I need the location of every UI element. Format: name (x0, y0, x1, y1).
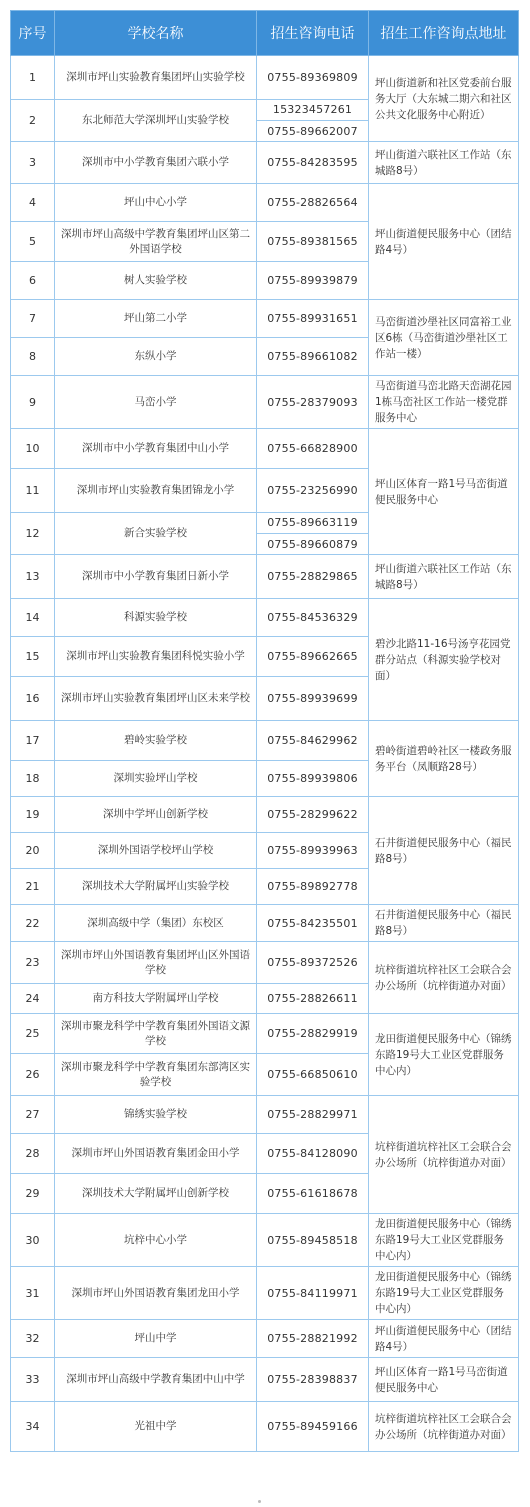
address-cell: 坪山街道六联社区工作站（东城路8号） (369, 142, 519, 184)
contact-table (10, 10, 519, 1452)
row-num: 1 (11, 56, 55, 100)
school-name: 深圳市坪山外国语教育集团金田小学 (55, 1134, 257, 1174)
row-num: 29 (11, 1174, 55, 1214)
table-row (11, 429, 519, 469)
phone-number: 0755-89939806 (267, 772, 358, 785)
school-name: 深圳市坪山高级中学教育集团坪山区第二外国语学校 (55, 222, 257, 262)
row-num: 2 (11, 100, 55, 142)
school-name: 深圳市中小学教育集团日新小学 (55, 555, 257, 599)
row-num: 21 (11, 869, 55, 905)
phone-cell (257, 942, 369, 984)
phone-cell (257, 262, 369, 300)
school-name: 深圳市聚龙科学中学教育集团外国语文源学校 (55, 1014, 257, 1054)
school-name: 深圳实验坪山学校 (55, 761, 257, 797)
row-num: 12 (11, 513, 55, 555)
row-num: 6 (11, 262, 55, 300)
table-row (11, 142, 519, 184)
phone-number: 0755-89662665 (267, 650, 358, 663)
table-row (11, 1214, 519, 1267)
table-row (11, 555, 519, 599)
bottom-dot (258, 1500, 261, 1503)
row-num: 24 (11, 984, 55, 1014)
phone-number: 0755-89939879 (267, 274, 358, 287)
row-num: 31 (11, 1267, 55, 1320)
phone-cell (257, 1267, 369, 1320)
table-row (11, 721, 519, 761)
table-row (11, 1358, 519, 1402)
row-num: 20 (11, 833, 55, 869)
phone-number: 0755-28299622 (267, 808, 358, 821)
phone-cell (257, 338, 369, 376)
table-body (11, 56, 519, 1452)
phone-number: 0755-89939963 (267, 844, 358, 857)
phone-cell (257, 797, 369, 833)
row-num: 28 (11, 1134, 55, 1174)
school-name: 深圳市中小学教育集团中山小学 (55, 429, 257, 469)
school-name: 深圳高级中学（集团）东校区 (55, 905, 257, 942)
phone-number: 0755-28829919 (267, 1027, 358, 1040)
phone-cell (257, 100, 369, 142)
table-row (11, 942, 519, 984)
school-name: 坪山中学 (55, 1320, 257, 1358)
phone-number: 0755-89661082 (267, 350, 358, 363)
phone-number: 0755-89662007 (257, 120, 368, 139)
table-row (11, 1267, 519, 1320)
address-cell: 碧岭街道碧岭社区一楼政务服务平台（凤顺路28号） (369, 721, 519, 797)
address-cell: 坪山街道便民服务中心（团结路4号） (369, 1320, 519, 1358)
address-cell: 石井街道便民服务中心（福民路8号） (369, 797, 519, 905)
address-cell: 石井街道便民服务中心（福民路8号） (369, 905, 519, 942)
row-num: 32 (11, 1320, 55, 1358)
school-name: 树人实验学校 (55, 262, 257, 300)
school-name: 深圳中学坪山创新学校 (55, 797, 257, 833)
school-name: 深圳市聚龙科学中学教育集团东部湾区实验学校 (55, 1054, 257, 1096)
school-name: 深圳市坪山实验教育集团科悦实验小学 (55, 637, 257, 677)
phone-cell (257, 1214, 369, 1267)
phone-cell (257, 869, 369, 905)
header-school: 学校名称 (55, 11, 257, 56)
school-name: 东北师范大学深圳坪山实验学校 (55, 100, 257, 142)
school-name: 坪山第二小学 (55, 300, 257, 338)
school-name: 深圳技术大学附属坪山实验学校 (55, 869, 257, 905)
address-cell: 碧沙北路11-16号汤亨花园党群分站点（科源实验学校对面） (369, 599, 519, 721)
table-row (11, 1320, 519, 1358)
address-cell: 坪山区体育一路1号马峦街道便民服务中心 (369, 1358, 519, 1402)
phone-cell (257, 1014, 369, 1054)
phone-cell (257, 1054, 369, 1096)
address-cell: 坑梓街道坑梓社区工会联合会办公场所（坑梓街道办对面） (369, 942, 519, 1014)
phone-cell (257, 1358, 369, 1402)
table-row (11, 797, 519, 833)
phone-cell (257, 222, 369, 262)
phone-number: 0755-89459166 (267, 1420, 358, 1433)
address-cell: 坪山街道新和社区党委前台服务大厅（大东城二期六和社区公共文化服务中心附近） (369, 56, 519, 142)
phone-cell (257, 513, 369, 555)
row-num: 8 (11, 338, 55, 376)
phone-number: 0755-89660879 (257, 533, 368, 552)
school-name: 深圳市坪山高级中学教育集团中山中学 (55, 1358, 257, 1402)
address-cell: 龙田街道便民服务中心（锦绣东路19号大工业区党群服务中心内） (369, 1214, 519, 1267)
table-row (11, 184, 519, 222)
school-name: 深圳市坪山实验教育集团锦龙小学 (55, 469, 257, 513)
phone-number: 0755-28826564 (267, 196, 358, 209)
phone-number: 0755-28398837 (267, 1373, 358, 1386)
school-name: 光祖中学 (55, 1402, 257, 1452)
phone-number: 0755-28379093 (267, 395, 358, 409)
phone-number: 0755-84283595 (267, 156, 358, 169)
phone-cell (257, 1402, 369, 1452)
row-num: 3 (11, 142, 55, 184)
table-row (11, 1402, 519, 1452)
phone-cell (257, 1134, 369, 1174)
row-num: 26 (11, 1054, 55, 1096)
phone-number: 0755-84536329 (267, 611, 358, 624)
school-name: 深圳技术大学附属坪山创新学校 (55, 1174, 257, 1214)
row-num: 23 (11, 942, 55, 984)
phone-number: 0755-89372526 (267, 956, 358, 969)
table-row (11, 56, 519, 100)
phone-cell (257, 300, 369, 338)
school-name: 南方科技大学附属坪山学校 (55, 984, 257, 1014)
phone-number: 0755-28829971 (267, 1108, 358, 1121)
phone-cell (257, 677, 369, 721)
enrollment-contact-table (10, 10, 518, 1452)
phone-cell (257, 905, 369, 942)
row-num: 7 (11, 300, 55, 338)
school-name: 深圳市中小学教育集团六联小学 (55, 142, 257, 184)
phone-cell (257, 984, 369, 1014)
school-name: 深圳市坪山实验教育集团坪山区未来学校 (55, 677, 257, 721)
table-row (11, 376, 519, 429)
row-num: 33 (11, 1358, 55, 1402)
phone-cell (257, 184, 369, 222)
header-num: 序号 (11, 11, 55, 56)
address-cell: 坪山街道便民服务中心（团结路4号） (369, 184, 519, 300)
phone-cell (257, 833, 369, 869)
row-num: 16 (11, 677, 55, 721)
phone-cell (257, 1096, 369, 1134)
school-name: 科源实验学校 (55, 599, 257, 637)
row-num: 25 (11, 1014, 55, 1054)
school-name: 深圳外国语学校坪山学校 (55, 833, 257, 869)
row-num: 4 (11, 184, 55, 222)
phone-number: 0755-89381565 (267, 235, 358, 248)
phone-cell (257, 637, 369, 677)
phone-cell (257, 142, 369, 184)
phone-cell (257, 599, 369, 637)
phone-cell (257, 469, 369, 513)
table-row (11, 1014, 519, 1054)
school-name: 深圳市坪山外国语教育集团坪山区外国语学校 (55, 942, 257, 984)
row-num: 18 (11, 761, 55, 797)
school-name: 锦绣实验学校 (55, 1096, 257, 1134)
school-name: 碧岭实验学校 (55, 721, 257, 761)
school-name: 东纵小学 (55, 338, 257, 376)
phone-number: 0755-66828900 (267, 442, 358, 455)
phone-number: 0755-84629962 (267, 734, 358, 747)
row-num: 5 (11, 222, 55, 262)
address-cell: 马峦街道马峦北路天峦湖花园1栋马峦社区工作站一楼党群服务中心 (369, 376, 519, 429)
row-num: 34 (11, 1402, 55, 1452)
phone-number: 0755-28829865 (267, 570, 358, 583)
phone-number: 0755-28821992 (267, 1332, 358, 1345)
address-cell: 龙田街道便民服务中心（锦绣东路19号大工业区党群服务中心内） (369, 1267, 519, 1320)
table-row (11, 300, 519, 338)
address-cell: 龙田街道便民服务中心（锦绣东路19号大工业区党群服务中心内） (369, 1014, 519, 1096)
phone-cell (257, 376, 369, 429)
phone-number: 0755-28826611 (267, 992, 358, 1005)
row-num: 13 (11, 555, 55, 599)
row-num: 9 (11, 376, 55, 429)
phone-number: 0755-89939699 (267, 692, 358, 705)
row-num: 14 (11, 599, 55, 637)
table-row (11, 599, 519, 637)
header-address: 招生工作咨询点地址 (369, 11, 519, 56)
row-num: 19 (11, 797, 55, 833)
school-name: 新合实验学校 (55, 513, 257, 555)
phone-number: 0755-89369809 (267, 71, 358, 84)
phone-cell (257, 555, 369, 599)
phone-cell (257, 761, 369, 797)
phone-number: 0755-89458518 (267, 1233, 358, 1247)
table-row (11, 905, 519, 942)
header-phone: 招生咨询电话 (257, 11, 369, 56)
phone-number: 0755-84128090 (267, 1147, 358, 1160)
phone-cell (257, 1174, 369, 1214)
row-num: 27 (11, 1096, 55, 1134)
school-name: 坑梓中心小学 (55, 1214, 257, 1267)
address-cell: 马峦街道沙壆社区同富裕工业区6栋（马峦街道沙壆社区工作站一楼） (369, 300, 519, 376)
phone-number: 0755-84119971 (267, 1286, 358, 1300)
school-name: 深圳市坪山外国语教育集团龙田小学 (55, 1267, 257, 1320)
address-cell: 坑梓街道坑梓社区工会联合会办公场所（坑梓街道办对面） (369, 1096, 519, 1214)
phone-cell (257, 56, 369, 100)
row-num: 15 (11, 637, 55, 677)
phone-number: 0755-89663119 (267, 516, 358, 529)
phone-number: 0755-84235501 (267, 916, 358, 930)
phone-cell (257, 429, 369, 469)
phone-number: 0755-89931651 (267, 312, 358, 325)
row-num: 30 (11, 1214, 55, 1267)
address-cell: 坪山区体育一路1号马峦街道便民服务中心 (369, 429, 519, 555)
row-num: 22 (11, 905, 55, 942)
phone-number: 0755-61618678 (267, 1187, 358, 1200)
row-num: 17 (11, 721, 55, 761)
phone-number: 15323457261 (272, 103, 353, 116)
address-cell: 坪山街道六联社区工作站（东城路8号） (369, 555, 519, 599)
phone-cell (257, 721, 369, 761)
row-num: 10 (11, 429, 55, 469)
row-num: 11 (11, 469, 55, 513)
phone-number: 0755-23256990 (267, 484, 358, 497)
phone-number: 0755-66850610 (267, 1068, 358, 1081)
address-cell: 坑梓街道坑梓社区工会联合会办公场所（坑梓街道办对面） (369, 1402, 519, 1452)
table-row (11, 1096, 519, 1134)
phone-number: 0755-89892778 (267, 880, 358, 893)
school-name: 马峦小学 (55, 376, 257, 429)
school-name: 坪山中心小学 (55, 184, 257, 222)
phone-cell (257, 1320, 369, 1358)
school-name: 深圳市坪山实验教育集团坪山实验学校 (55, 56, 257, 100)
header-row (11, 11, 519, 56)
